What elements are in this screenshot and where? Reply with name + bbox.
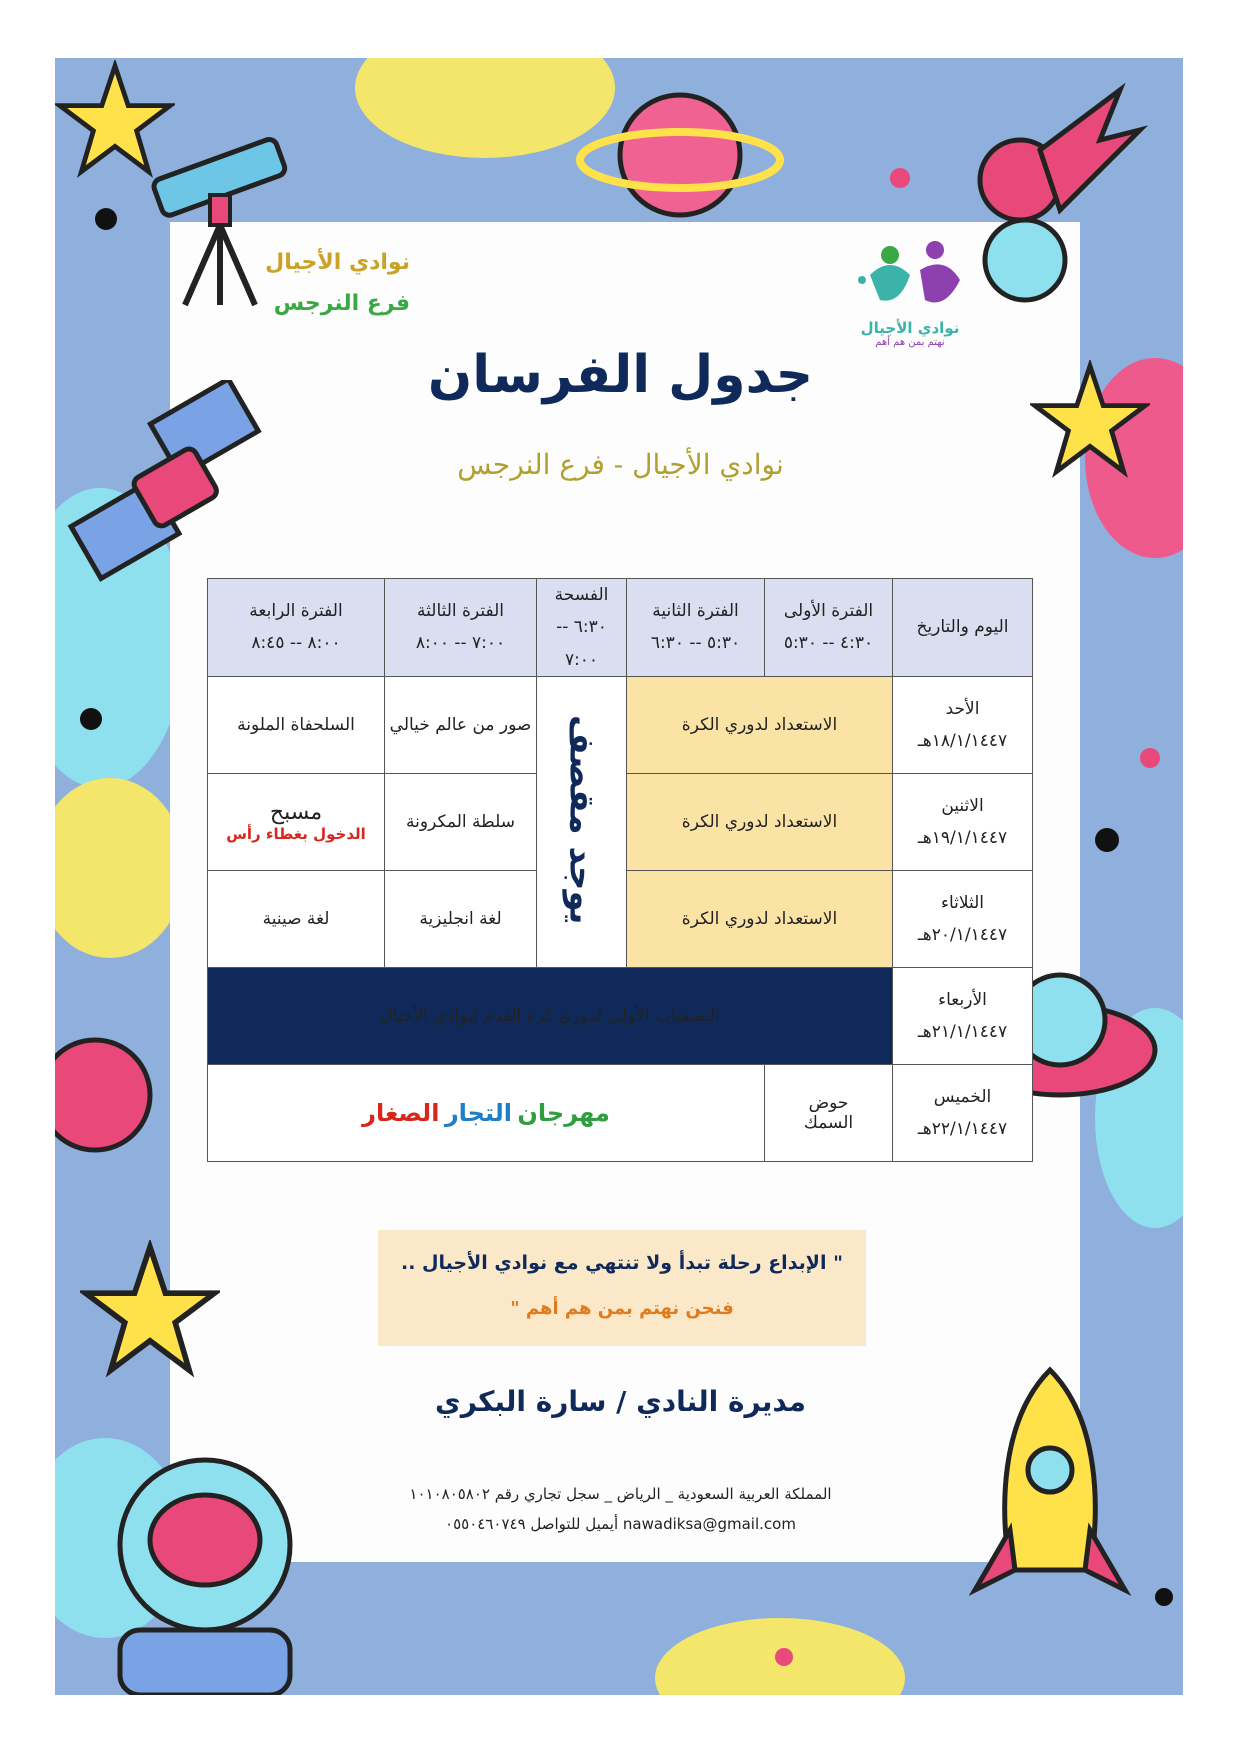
day-name: الثلاثاء <box>940 892 985 913</box>
footer-contact: nawadiksa@gmail.com أيميل للتواصل ٠٥٥٠٤٦٠٧٤٩ <box>445 1515 796 1533</box>
dot <box>1140 748 1160 768</box>
logo-figures-icon <box>850 235 970 315</box>
header-break <box>537 579 627 677</box>
day-name: الاثنين <box>941 795 984 816</box>
dot <box>775 1648 793 1666</box>
day-date: ١٩/١/١٤٤٧هـ <box>917 827 1008 848</box>
star-icon <box>80 1240 220 1380</box>
activity-cell: لغة انجليزية <box>385 870 537 967</box>
page-title: جدول الفرسان <box>427 345 814 405</box>
header-period-2 <box>627 579 765 677</box>
dot <box>80 708 102 730</box>
canteen-note: يوجد مقصف <box>561 714 602 925</box>
activity-name: مسبح <box>269 800 323 826</box>
period-label: الفترة الأولى <box>783 601 874 622</box>
header-day-label: اليوم والتاريخ <box>916 617 1009 638</box>
day-date: ٢٠/١/١٤٤٧هـ <box>917 924 1008 945</box>
dot <box>1095 828 1119 852</box>
table-row <box>208 1064 1033 1161</box>
brand-branch: فرع النرجس <box>273 291 410 316</box>
asteroid-icon <box>55 1020 155 1170</box>
day-cell <box>893 870 1033 967</box>
table-row <box>208 967 1033 1064</box>
table-row <box>208 676 1033 773</box>
activity-cell: سلطة المكرونة <box>385 773 537 870</box>
period-label: الفترة الثالثة <box>417 601 504 622</box>
header-period-4 <box>208 579 385 677</box>
quote-line-2: فنحن نهتم بمن هم أهم " <box>510 1298 734 1319</box>
dot <box>1155 1588 1173 1606</box>
activity-cell: الاستعداد لدوري الكرة <box>627 870 893 967</box>
period-time: ٤:٣٠ -- ٥:٣٠ <box>783 633 874 654</box>
day-date: ٢١/١/١٤٤٧هـ <box>917 1021 1008 1042</box>
day-cell <box>893 676 1033 773</box>
break-cell <box>537 676 627 967</box>
activity-cell: الاستعداد لدوري الكرة <box>627 773 893 870</box>
day-cell <box>893 967 1033 1064</box>
activity-note: الدخول بغطاء رأس <box>226 825 366 844</box>
signature: مديرة النادي / سارة البكري <box>435 1385 806 1418</box>
period-label: الفترة الرابعة <box>249 601 343 622</box>
day-date: ٢٢/١/١٤٤٧هـ <box>917 1118 1008 1139</box>
activity-cell: لغة صينية <box>208 870 385 967</box>
quote-line-1: " الإبداع رحلة تبدأ ولا تنتهي مع نوادي الأجيال .. <box>401 1252 843 1274</box>
schedule-table <box>207 578 1033 1162</box>
activity-cell: حوض السمك <box>765 1064 893 1161</box>
header-day <box>893 579 1033 677</box>
tournament-banner: التصفيات الأولى لدوري كرة القدم لنوادي الأجيال <box>208 967 893 1064</box>
yellow-splash <box>55 778 185 958</box>
day-name: الأحد <box>945 698 980 719</box>
activity-cell: السلحفاة الملونة <box>208 676 385 773</box>
period-label: الفترة الثانية <box>652 601 739 622</box>
dot <box>890 168 910 188</box>
logo <box>835 235 985 348</box>
festival-word: الصغار <box>362 1098 440 1127</box>
day-name: الأربعاء <box>938 989 987 1010</box>
day-cell <box>893 773 1033 870</box>
activity-cell: الاستعداد لدوري الكرة <box>627 676 893 773</box>
dot <box>95 208 117 230</box>
day-name: الخميس <box>933 1086 992 1107</box>
period-time: ٧:٠٠ -- ٨:٠٠ <box>415 633 506 654</box>
satellite-icon <box>60 380 280 600</box>
planet-icon <box>575 80 785 230</box>
day-cell <box>893 1064 1033 1161</box>
logo-tagline: نهتم بمن هم أهم <box>875 337 945 348</box>
header-period-3 <box>385 579 537 677</box>
festival-cell <box>208 1064 765 1161</box>
festival-word: مهرجان <box>517 1098 610 1127</box>
festival-word: التجار <box>444 1098 512 1127</box>
period-time: ٦:٣٠ -- <box>556 617 607 638</box>
footer-address: المملكة العربية السعودية _ الرياض _ سجل تجاري رقم ١٠١٠٨٠٥٨٠٢ <box>409 1485 832 1503</box>
activity-cell <box>208 773 385 870</box>
logo-name: نوادي الأجيال <box>860 319 960 337</box>
period-time: ٧:٠٠ <box>564 649 599 670</box>
table-header-row <box>208 579 1033 677</box>
page-subtitle: نوادي الأجيال - فرع النرجس <box>457 448 784 481</box>
period-label: الفسحة <box>554 585 609 605</box>
header-period-1 <box>765 579 893 677</box>
quote-box <box>378 1230 866 1346</box>
activity-cell: صور من عالم خيالي <box>385 676 537 773</box>
period-time: ٥:٣٠ -- ٦:٣٠ <box>650 633 741 654</box>
brand-name: نوادي الأجيال <box>265 250 410 275</box>
period-time: ٨:٠٠ -- ٨:٤٥ <box>251 633 341 654</box>
day-date: ١٨/١/١٤٤٧هـ <box>917 730 1008 751</box>
